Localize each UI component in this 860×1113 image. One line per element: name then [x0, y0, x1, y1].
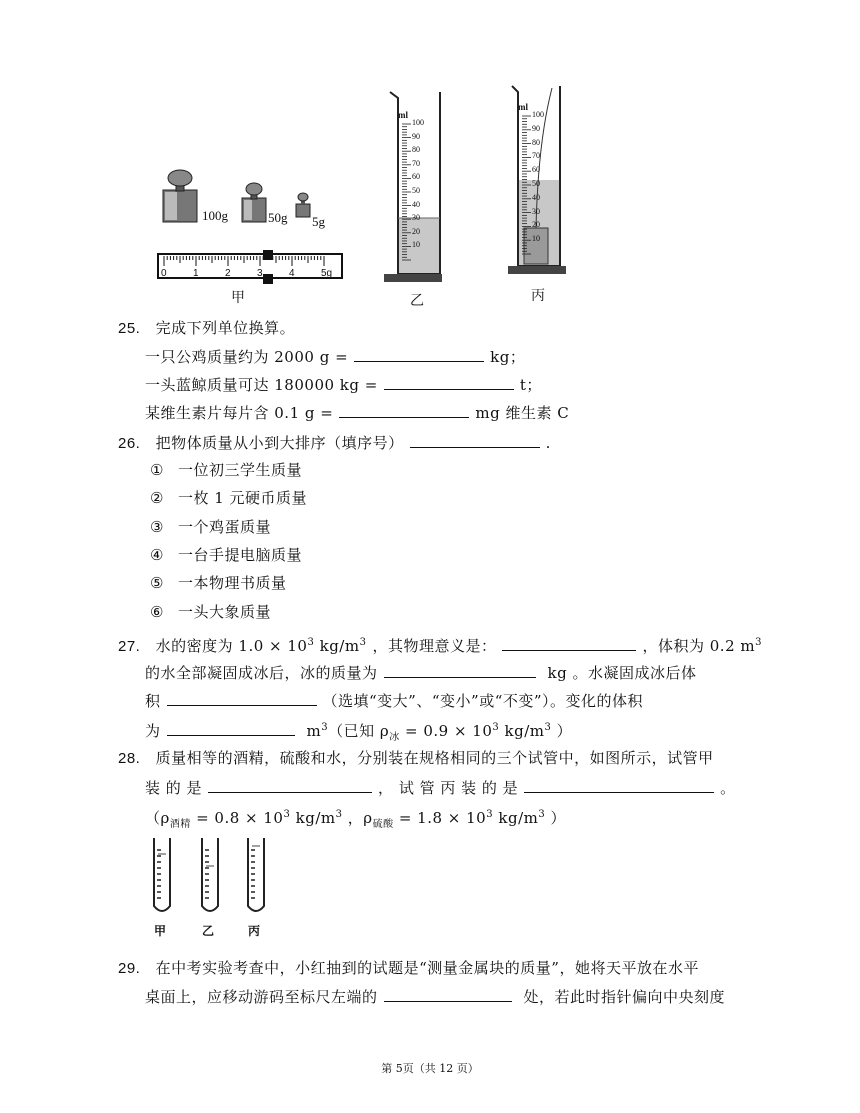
- ruler-tick-label: 3: [257, 268, 263, 279]
- cylinder-tick-label: 90: [532, 123, 540, 133]
- q25-l2-unit: t；: [519, 376, 542, 394]
- cylinder-tick-label: 10: [532, 234, 540, 244]
- cylinder-tick-label: 20: [412, 226, 420, 236]
- cylinder-tick-label: 80: [532, 137, 540, 147]
- ruler-tick-label: 1: [193, 268, 199, 279]
- cylinder-tick-label: 90: [412, 131, 420, 141]
- page-footer: 第 5页（共 12 页）: [381, 1062, 479, 1075]
- cylinder-tick-label: 50: [532, 179, 540, 188]
- weight-label-100g: 100g: [202, 208, 228, 223]
- cylinder-bing: [508, 82, 568, 282]
- cylinder-tick-label: 60: [532, 165, 540, 175]
- cylinder-unit-label: ml: [398, 110, 408, 120]
- q26-blank[interactable]: [410, 432, 540, 448]
- q26-number: 26.: [118, 435, 141, 452]
- q25-title: [118, 318, 295, 339]
- q25-line-2: [145, 374, 542, 395]
- weight-label-5g: 5g: [312, 214, 325, 229]
- q27-blank-2[interactable]: [384, 662, 536, 678]
- q27-blank-3[interactable]: [167, 690, 317, 706]
- q27-line-2: 的水全部凝固成冰后，冰的质量为 kg 。水凝固成冰后体: [145, 664, 697, 682]
- weight-100g-icon: [163, 170, 197, 222]
- q28-line-3: （$\rho_{酒精} = 0.8 \times 10^3$ $kg/m^3$ ，$\rho_{硫酸} = 1.8 \times 10^3$ $kg/m^3$ ）: [145, 809, 567, 830]
- q25-l3-unit: mg 维生素 C: [475, 404, 570, 422]
- cylinder-tick-label: 10: [412, 240, 420, 250]
- test-tubes-drawing: [148, 836, 278, 926]
- test-tube-yi-icon: [202, 838, 218, 911]
- tube-label-jia: 甲: [154, 924, 167, 938]
- q28-line-1: 28. 质量相等的酒精，硫酸和水，分别装在规格相同的三个试管中，如图所示，试管甲: [118, 749, 714, 767]
- ruler-tick-label: 0: [161, 268, 167, 279]
- q27-line-1: 27. 水的密度为 $1.0 \times 10^3$ $kg/m^3$ ，其物理意义是： ，体积为 0.2 $m^3$: [118, 637, 762, 655]
- q25-l1-text: 一只公鸡质量约为 2000 g =: [145, 348, 349, 366]
- cylinder-tick-label: 40: [532, 192, 540, 202]
- q25-blank-2[interactable]: [384, 374, 514, 390]
- q28-blank-1[interactable]: [208, 777, 372, 793]
- q29-line-1: 29. 在中考实验考查中，小红抽到的试题是“测量金属块的质量”，她将天平放在水平: [118, 959, 699, 977]
- q26-end: .: [545, 434, 551, 452]
- q26-option: ⑥ 一头大象质量: [150, 603, 271, 621]
- q29-blank-1[interactable]: [384, 986, 512, 1002]
- cylinder-tick-label: 70: [412, 158, 420, 168]
- cylinder-yi: [382, 90, 442, 290]
- test-tube-bing-icon: [248, 838, 264, 911]
- q25-line-1: [145, 346, 525, 367]
- q26-option: ⑤ 一本物理书质量: [150, 574, 287, 592]
- cylinder-tick-label: 20: [532, 220, 540, 230]
- q26-option: ① 一位初三学生质量: [150, 461, 302, 479]
- cylinder-tick-label: 100: [532, 110, 544, 119]
- tube-label-bing: 丙: [248, 924, 261, 938]
- q27-line-4: 为 $m^3$（已知 $\rho_冰 = 0.9 \times 10^3$ $kg/m^3$ ）: [145, 722, 573, 743]
- test-tube-jia-icon: [154, 838, 170, 911]
- cylinder-tick-label: 50: [412, 186, 420, 195]
- cylinder-tick-label: 30: [532, 206, 540, 216]
- q26-title: [118, 432, 551, 454]
- weight-5g-icon: [296, 193, 310, 217]
- q27-number: 27.: [118, 638, 141, 655]
- q26-option: ④ 一台手提电脑质量: [150, 546, 302, 564]
- figure-label-yi: 乙: [410, 293, 424, 309]
- q26-option: ② 一枚 1 元硬币质量: [150, 489, 308, 507]
- cylinder-tick-label: 80: [412, 145, 420, 155]
- cylinder-tick-label: 70: [532, 151, 540, 161]
- q25-l2-text: 一头蓝鲸质量可达 180000 kg =: [145, 376, 378, 394]
- q27-blank-1[interactable]: [502, 635, 636, 651]
- q25-blank-3[interactable]: [339, 402, 469, 418]
- q26-title-text: 把物体质量从小到大排序（填序号）: [155, 434, 404, 452]
- weight-50g-icon: [242, 183, 266, 222]
- q27-line-3: 积 （选填“变大”、“变小”或“不变”）。变化的体积: [145, 692, 644, 710]
- q26-option: ③ 一个鸡蛋质量: [150, 518, 271, 536]
- ruler-icon: [158, 250, 342, 284]
- ruler-tick-label: 2: [225, 268, 231, 279]
- q29-line-2: 桌面上，应移动游码至标尺左端的 处，若此时指针偏向中央刻度: [145, 988, 726, 1006]
- q25-number: 25.: [118, 320, 141, 337]
- q28-blank-2[interactable]: [524, 777, 714, 793]
- test-tubes-figure: [148, 836, 278, 940]
- figure-label-jia: 甲: [231, 290, 245, 306]
- q27-blank-4[interactable]: [167, 720, 295, 736]
- q25-blank-1[interactable]: [354, 346, 484, 362]
- q28-line-2: 装 的 是 ， 试 管 丙 装 的 是 。: [145, 779, 736, 797]
- cylinder-tick-label: 30: [412, 213, 420, 223]
- q25-l1-unit: kg；: [490, 348, 526, 366]
- ruler-tick-label: 4: [289, 268, 295, 279]
- cylinder-tick-label: 100: [412, 118, 424, 127]
- q25-line-3: [145, 402, 569, 423]
- ruler-tick-label: 5g: [321, 268, 333, 279]
- figure-label-bing: 丙: [531, 288, 545, 304]
- weight-label-50g: 50g: [268, 210, 288, 225]
- q25-title-text: 完成下列单位换算。: [155, 319, 296, 337]
- q28-number: 28.: [118, 750, 141, 767]
- q29-number: 29.: [118, 960, 141, 977]
- figure-weights-ruler: [150, 160, 350, 300]
- q25-l3-text: 某维生素片每片含 0.1 g =: [145, 404, 334, 422]
- tube-label-yi: 乙: [202, 924, 215, 938]
- cylinder-tick-label: 60: [412, 172, 420, 182]
- cylinder-tick-label: 40: [412, 199, 420, 209]
- cylinder-unit-label: ml: [518, 102, 528, 112]
